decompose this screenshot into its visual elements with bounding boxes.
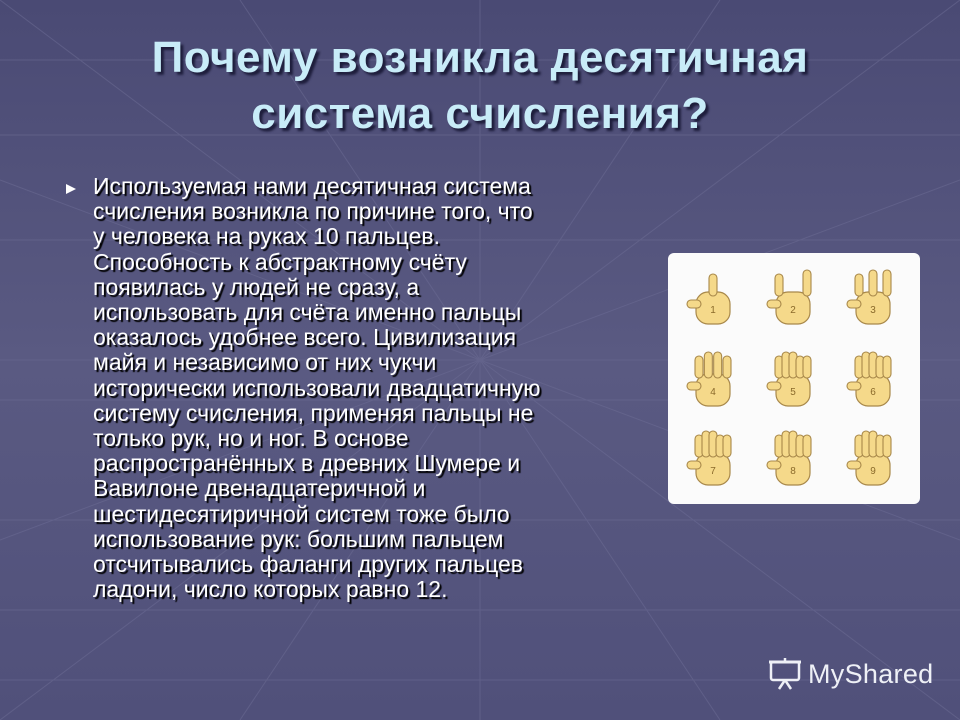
body-line: ладони, число которых равно 12. <box>93 576 448 603</box>
body-line: Вавилоне двенадцатеричной и <box>93 475 426 502</box>
body-line: Используемая нами десятичная система <box>93 173 531 199</box>
hand-number-label: 4 <box>710 387 716 398</box>
body-line: появилась у людей не сразу, а <box>93 273 420 300</box>
hand-number-label: 9 <box>870 466 876 477</box>
hand-number-label: 8 <box>790 466 796 477</box>
presentation-board-icon <box>768 658 802 690</box>
body-line: шестидесятиричной систем тоже было <box>93 500 510 527</box>
hand-3 <box>847 270 891 324</box>
myshared-watermark <box>768 656 933 692</box>
body-line: исторически использовали двадцатичную <box>93 374 541 401</box>
slide-title-line-2: система счисления? <box>251 89 709 138</box>
bullet-icon <box>66 184 76 194</box>
body-line: только рук, но и ног. В основе <box>93 425 409 452</box>
counting-hands-image <box>668 253 920 504</box>
body-line: использовать для счёта именно пальцы <box>93 299 522 326</box>
hand-8 <box>767 431 811 485</box>
hand-number-label: 6 <box>870 387 876 398</box>
hand-number-label: 3 <box>870 305 876 316</box>
body-line: использование рук: большим пальцем <box>93 525 504 552</box>
body-line: оказалось удобнее всего. Цивилизация <box>93 324 517 351</box>
hand-6 <box>847 352 891 406</box>
watermark-text: MyShared <box>808 658 934 689</box>
hand-number-label: 1 <box>710 305 716 316</box>
body-line: Способность к абстрактному счёту <box>93 248 467 275</box>
body-line: отсчитывались фаланги других пальцев <box>93 551 524 578</box>
body-line: майя и независимо от них чукчи <box>93 349 437 376</box>
hand-number-label: 5 <box>790 387 796 398</box>
hand-number-label: 2 <box>790 305 796 316</box>
body-line: систему счисления, применяя пальцы не <box>93 399 534 426</box>
body-line: распространённых в древних Шумере и <box>93 450 521 477</box>
body-line: счисления возникла по причине того, что <box>93 198 533 225</box>
hand-7 <box>687 431 731 485</box>
slide-title <box>40 30 920 142</box>
hand-number-label: 7 <box>710 466 716 477</box>
slide-body-text <box>93 174 633 602</box>
hand-4 <box>687 352 731 406</box>
body-line: у человека на руках 10 пальцев. <box>93 223 440 250</box>
hand-2 <box>767 270 811 324</box>
hand-9 <box>847 431 891 485</box>
hand-1 <box>687 274 730 324</box>
slide-title-line-1: Почему возникла десятичная <box>151 33 809 82</box>
hand-5 <box>767 352 811 406</box>
